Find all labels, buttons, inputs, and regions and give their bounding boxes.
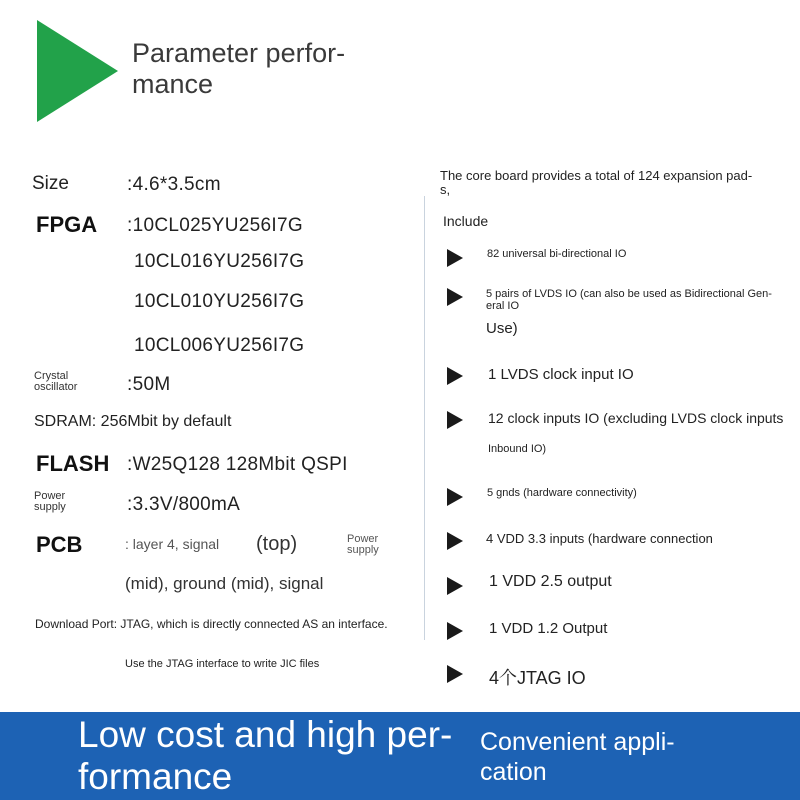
title-line-1: Parameter perfor- <box>132 38 346 68</box>
crystal-label <box>34 371 77 393</box>
expansion-item-1: 82 universal bi-directional IO <box>487 248 627 260</box>
bullet-arrow-icon <box>447 249 463 267</box>
page-title <box>132 38 345 100</box>
fpga-label: FPGA <box>36 212 98 237</box>
crystal-label-line-2: oscillator <box>34 381 78 393</box>
pcb-power-line-2: supply <box>347 544 379 556</box>
expansion-item-6: 4 VDD 3.3 inputs (hardware connection <box>486 531 713 546</box>
bullet-arrow-icon <box>447 665 463 683</box>
expansion-item-2 <box>486 288 772 312</box>
size-value: :4.6*3.5cm <box>127 174 221 195</box>
pcb-label: PCB <box>36 532 83 557</box>
expansion-item-5: 5 gnds (hardware connectivity) <box>487 487 637 499</box>
expansion-item-7: 1 VDD 2.5 output <box>489 573 612 590</box>
expansion-intro-line-2: s, <box>440 182 451 197</box>
expansion-item-4: 12 clock inputs IO (excluding LVDS clock inputs <box>488 410 784 426</box>
banner-right-text <box>480 727 675 787</box>
banner-left-line-2: formance <box>78 756 233 797</box>
expansion-item-3: 1 LVDS clock input IO <box>488 366 634 383</box>
fpga-value-2: 10CL016YU256I7G <box>134 251 305 272</box>
column-divider <box>424 196 425 640</box>
pcb-power-line-1: Power <box>347 533 379 545</box>
crystal-label-line-1: Crystal <box>34 370 69 382</box>
title-line-2: mance <box>132 69 214 99</box>
crystal-value: :50M <box>127 374 171 395</box>
power-label <box>34 491 66 513</box>
expansion-item-2-line-1: 5 pairs of LVDS IO (can also be used as Bidirectional Gen- <box>486 288 772 300</box>
expansion-item-9: 4个JTAG IO <box>489 668 586 688</box>
bullet-arrow-icon <box>447 411 463 429</box>
power-label-line-1: Power <box>34 490 66 502</box>
download-port-note: Download Port: JTAG, which is directly connected AS an interface. <box>35 617 388 631</box>
power-label-line-2: supply <box>34 501 66 513</box>
banner-left-line-1: Low cost and high per- <box>78 714 453 755</box>
bullet-arrow-icon <box>447 622 463 640</box>
bullet-arrow-icon <box>447 488 463 506</box>
pcb-power-label <box>347 534 379 556</box>
fpga-value-4: 10CL006YU256I7G <box>134 335 305 356</box>
expansion-intro <box>440 169 752 197</box>
expansion-intro-line-1: The core board provides a total of 124 expansion pad- <box>440 168 753 183</box>
pcb-value-2: (mid), ground (mid), signal <box>125 574 324 593</box>
fpga-value-3: 10CL010YU256I7G <box>134 291 305 312</box>
bullet-arrow-icon <box>447 288 463 306</box>
include-label: Include <box>443 213 489 229</box>
flash-value: :W25Q128 128Mbit QSPI <box>127 454 348 475</box>
pcb-value-1: : layer 4, signal <box>125 536 220 552</box>
jtag-note: Use the JTAG interface to write JIC files <box>125 658 320 670</box>
banner-left-text <box>78 714 452 798</box>
pcb-value-top: (top) <box>256 533 298 555</box>
power-value: :3.3V/800mA <box>127 494 241 515</box>
expansion-item-8: 1 VDD 1.2 Output <box>489 620 608 637</box>
play-triangle-icon <box>37 20 118 122</box>
bullet-arrow-icon <box>447 532 463 550</box>
fpga-value-1: :10CL025YU256I7G <box>127 215 303 236</box>
flash-label: FLASH <box>36 451 110 476</box>
banner-right-line-2: cation <box>480 758 547 786</box>
sdram-line: SDRAM: 256Mbit by default <box>34 413 232 430</box>
size-label: Size <box>32 173 69 194</box>
expansion-item-2-line-3: Use) <box>486 320 518 337</box>
expansion-item-4-line-2: Inbound IO) <box>488 443 547 455</box>
banner-right-line-1: Convenient appli- <box>480 728 675 756</box>
expansion-item-2-line-2: eral IO <box>486 300 520 312</box>
bullet-arrow-icon <box>447 577 463 595</box>
bullet-arrow-icon <box>447 367 463 385</box>
